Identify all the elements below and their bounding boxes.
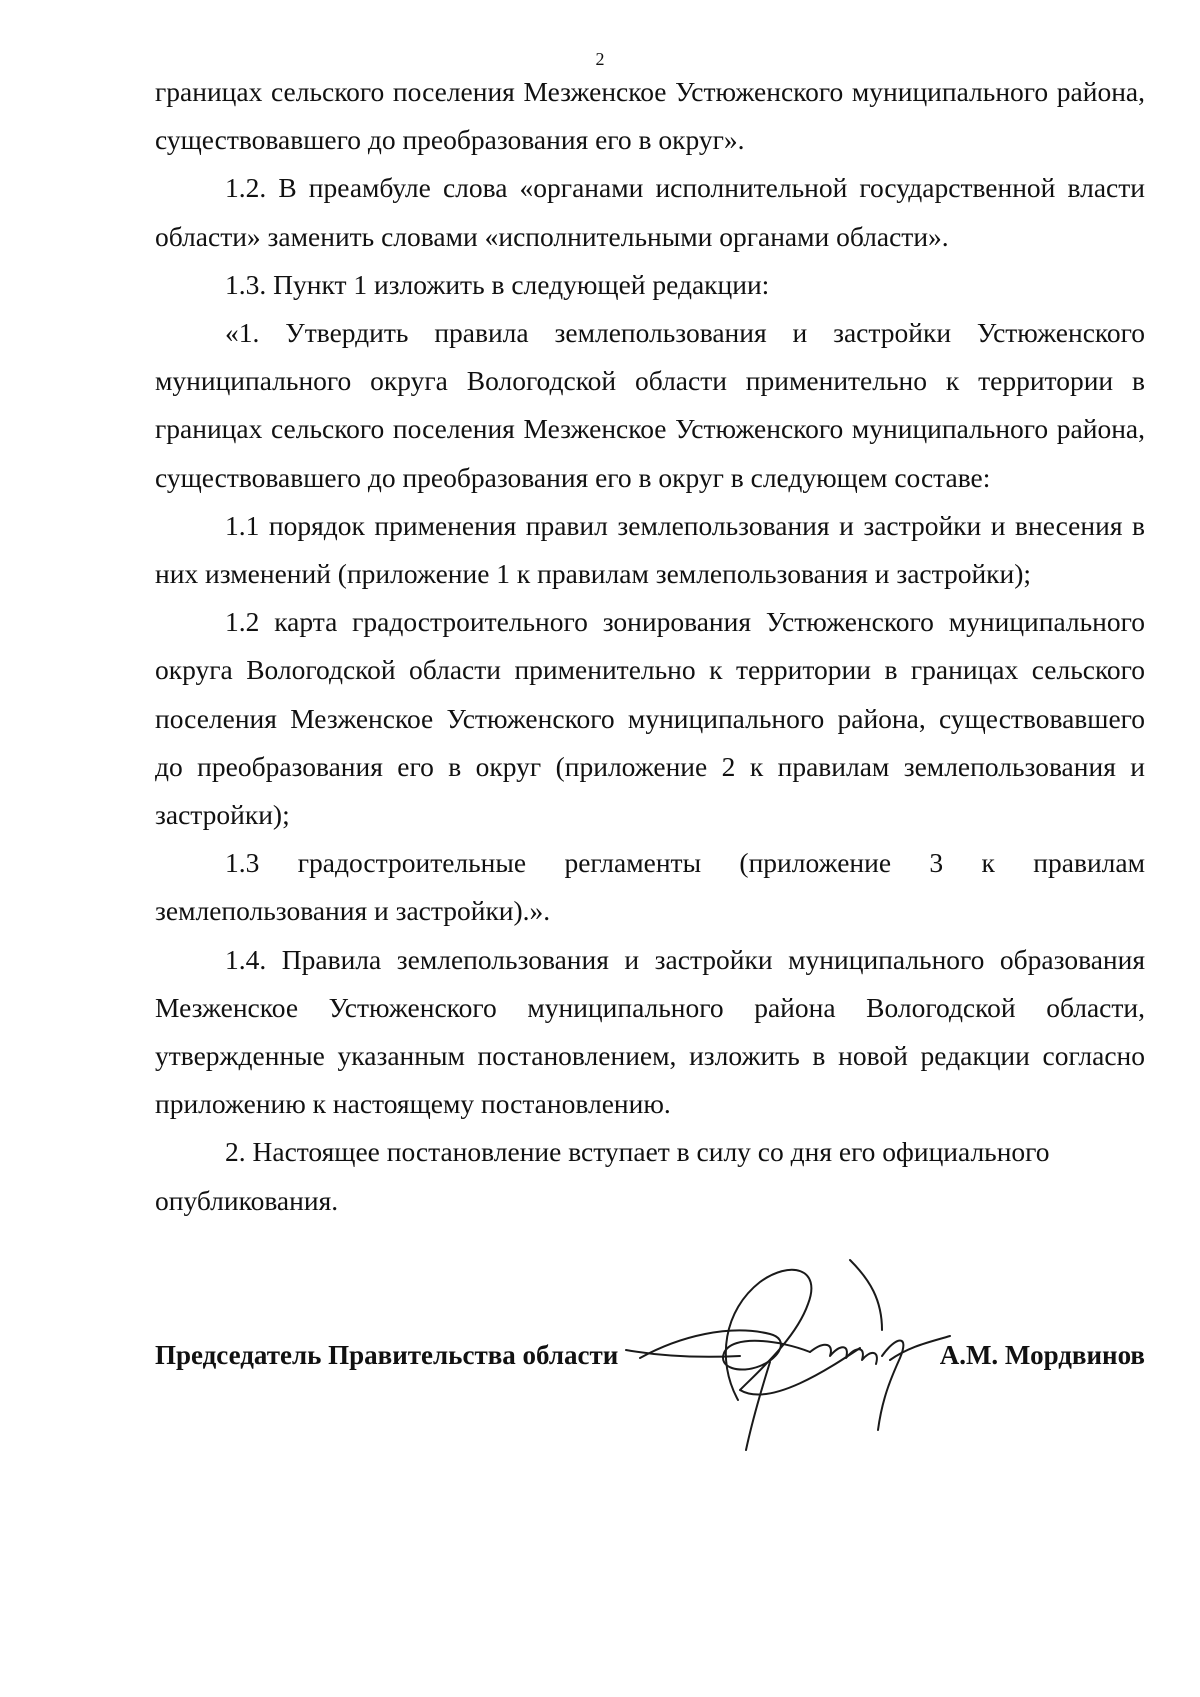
- page-number: 2: [595, 49, 605, 69]
- paragraph-1-2: 1.2. В преамбуле слова «органами исполнительной государственной власти области» заменить словами «исполнительными органами области».: [155, 172, 1145, 252]
- paragraph-1-4: 1.4. Правила землепользования и застройки муниципального образования Мезженское Устюженского муниципального района Вологодской области, утвержденные указанным постановлением, изложить в новой редакции согласно приложению к настоящему постановлению.: [155, 943, 1145, 1120]
- paragraph-1-3: 1.3. Пункт 1 изложить в следующей редакции:: [225, 268, 770, 300]
- paragraph-continuation: границах сельского поселения Мезженское Устюженского муниципального района, существовавшего до преобразования его в округ».: [155, 76, 1145, 156]
- paragraph-1-2-zoning-map: 1.2 карта градостроительного зонирования Устюженского муниципального округа Вологодской области применительно к территории в границах сельского поселения Мезженское Устюженского муниципального района, существовавшего до преобразования его в округ (приложение 2 к правилам землепользования и застройки);: [155, 606, 1145, 831]
- signatory-name: А.М. Мордвинов: [939, 1340, 1145, 1370]
- signatory-position: Председатель Правительства области: [155, 1340, 619, 1370]
- handwritten-signature: [620, 1240, 980, 1460]
- document-body: [155, 68, 1145, 1225]
- paragraph-1-3-regulations: 1.3 градостроительные регламенты (приложение 3 к правилам землепользования и застройки).».: [155, 847, 1145, 927]
- paragraph-quoted-point-1: «1. Утвердить правила землепользования и застройки Устюженского муниципального округа Вологодской области применительно к территории в границах сельского поселения Мезженское Устюженского муниципального района, существовавшего до преобразования его в округ в следующем составе:: [155, 317, 1145, 493]
- paragraph-1-1-order: 1.1 порядок применения правил землепользования и застройки и внесения в них изменений (приложение 1 к правилам землепользования и застройки);: [155, 509, 1145, 590]
- paragraph-2-effective-date: 2. Настоящее постановление вступает в силу со дня его официального опубликования.: [155, 1136, 1050, 1216]
